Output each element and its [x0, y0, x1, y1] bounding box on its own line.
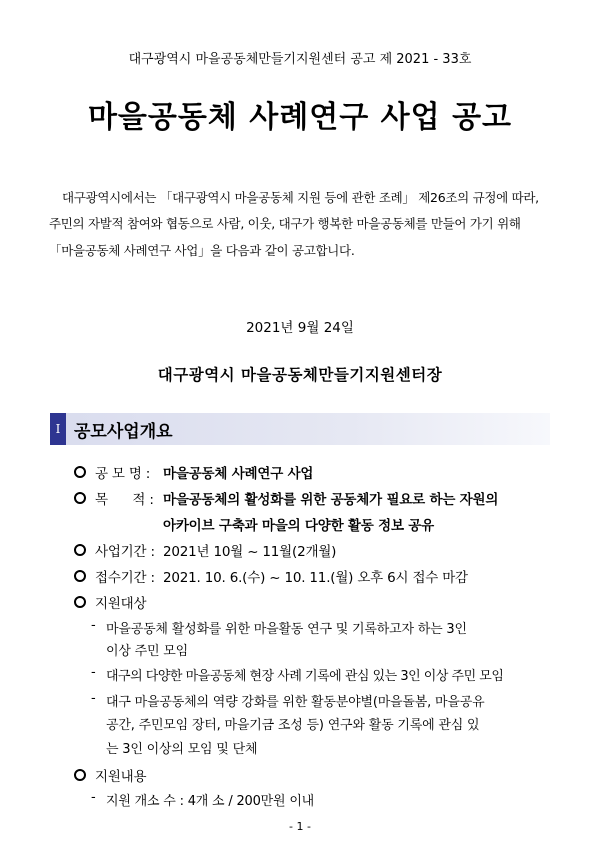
item-period-label: 사업기간 :	[95, 544, 155, 560]
document-title: 마을공동체 사례연구 사업 공고	[87, 100, 513, 135]
page-number: - 1 -	[289, 820, 311, 833]
item-target	[74, 592, 146, 612]
dash-marker: -	[91, 691, 96, 706]
circle-bullet-icon	[74, 570, 86, 582]
intro-line-2: 주민의 자발적 참여와 협동으로 사람, 이웃, 대구가 행복한 마을공동체를 만들어 가기 위해	[49, 216, 521, 231]
section-title: 공모사업개요	[74, 422, 173, 442]
section-number-badge: Ⅰ	[50, 413, 66, 445]
item-content-label: 지원내용	[95, 769, 147, 785]
item-receipt-label: 접수기간 :	[95, 570, 155, 586]
target-3-line-1: 대구 마을공동체의 역량 강화를 위한 활동분야별(마을돌봄, 마을공유	[106, 695, 485, 710]
target-3-line-3: 는 3인 이상의 모임 및 단체	[106, 742, 258, 757]
item-purpose-line-1: 마을공동체의 활성화를 위한 공동체가 필요로 하는 자원의	[163, 492, 499, 508]
item-name	[74, 462, 150, 482]
circle-bullet-icon	[74, 544, 86, 556]
item-purpose-line-2: 아카이브 구축과 마을의 다양한 활동 정보 공유	[163, 518, 434, 534]
target-2: 대구의 다양한 마을공동체 현장 사례 기록에 관심 있는 3인 이상 주민 모임	[106, 669, 504, 684]
dash-marker: -	[91, 618, 96, 633]
item-period-value: 2021년 10월 ~ 11월(2개월)	[163, 544, 337, 560]
target-3-line-2: 공간, 주민모임 장터, 마을기금 조성 등) 연구와 활동 기록에 관심 있	[106, 718, 480, 733]
target-1-line-2: 이상 주민 모임	[106, 644, 189, 659]
intro-line-3: 「마을공동체 사례연구 사업」을 다음과 같이 공고합니다.	[49, 243, 355, 258]
item-target-label: 지원대상	[95, 596, 147, 612]
content-1: 지원 개소 수 : 4개 소 / 200만원 이내	[106, 794, 315, 809]
dash-marker: -	[91, 790, 96, 805]
item-purpose	[74, 488, 154, 508]
circle-bullet-icon	[74, 769, 86, 781]
circle-bullet-icon	[74, 596, 86, 608]
circle-bullet-icon	[74, 492, 86, 504]
item-receipt	[74, 566, 155, 586]
section-header	[50, 413, 550, 445]
item-name-value: 마을공동체 사례연구 사업	[163, 466, 314, 482]
dash-marker: -	[91, 665, 96, 680]
circle-bullet-icon	[74, 466, 86, 478]
item-receipt-value: 2021. 10. 6.(수) ~ 10. 11.(월) 오후 6시 접수 마감	[163, 570, 468, 586]
organization-name: 대구광역시 마을공동체만들기지원센터장	[157, 366, 443, 384]
item-name-label: 공 모 명 :	[95, 466, 151, 482]
intro-line-1: 대구광역시에서는 「대구광역시 마을공동체 지원 등에 관한 조례」 제26조의 규정에 따라,	[62, 190, 539, 205]
target-1-line-1: 마을공동체 활성화를 위한 마을활동 연구 및 기록하고자 하는 3인	[106, 622, 467, 637]
item-purpose-label: 목 적 :	[95, 492, 154, 508]
notice-number: 대구광역시 마을공동체만들기지원센터 공고 제 2021 - 33호	[128, 52, 472, 67]
item-period	[74, 540, 155, 560]
announcement-date: 2021년 9월 24일	[246, 320, 354, 336]
item-content	[74, 765, 146, 785]
